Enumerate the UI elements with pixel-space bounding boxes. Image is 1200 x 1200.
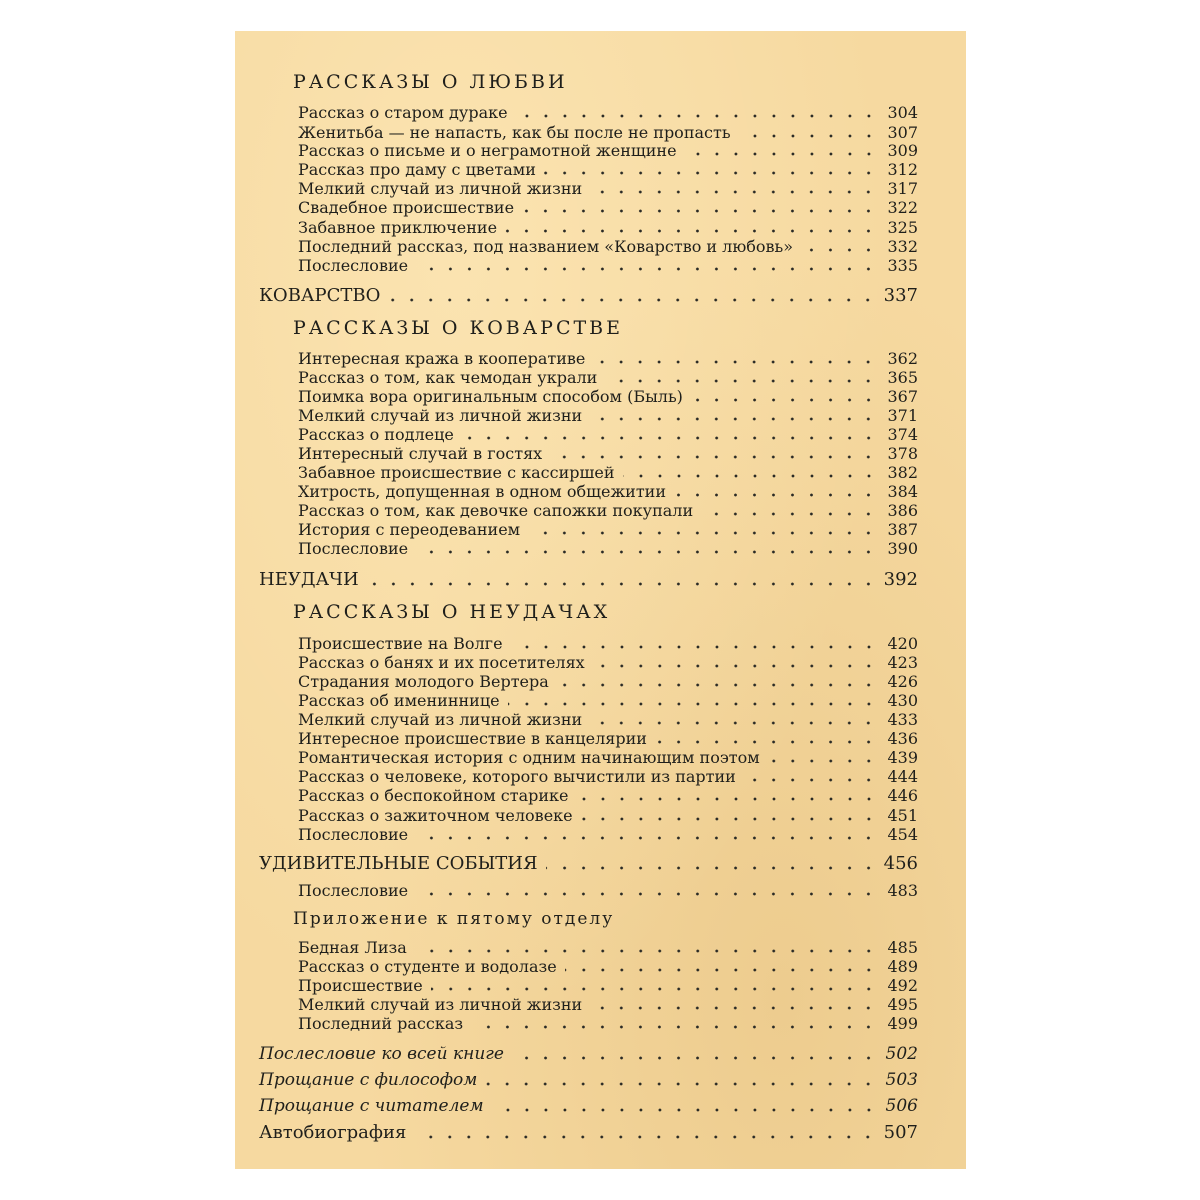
entry-title: Интересное происшествие в канцелярии (298, 729, 647, 748)
toc-entry (298, 633, 918, 652)
dot-leader (739, 134, 878, 138)
page-number: 337 (883, 285, 918, 306)
page-number: 456 (883, 853, 918, 874)
dot-leader (416, 836, 878, 840)
toc-entry (298, 728, 918, 747)
page-number: 365 (887, 368, 918, 387)
dot-leader (522, 209, 878, 213)
toc-entry (298, 824, 918, 843)
page-number: 332 (887, 237, 918, 256)
entry-title: Забавное приключение (298, 218, 498, 237)
entry-title: Послесловие (298, 881, 409, 900)
dot-leader (557, 683, 878, 687)
dot-leader (590, 1006, 878, 1010)
page-number: 362 (887, 349, 918, 368)
page-number: 506 (885, 1096, 918, 1116)
toc-entry (298, 481, 918, 500)
page-number: 304 (887, 103, 918, 122)
page-number: 483 (887, 881, 918, 900)
toc-entry (298, 367, 918, 386)
page-number: 485 (887, 938, 918, 957)
entry-title: История с переодеванием (298, 520, 521, 539)
page-number: 374 (887, 425, 918, 444)
page-number: 436 (887, 729, 918, 748)
toc-entry (298, 197, 918, 216)
toc-entry (298, 462, 918, 481)
entry-title: Послесловие (298, 825, 409, 844)
toc-entry (298, 405, 918, 424)
page-number: 307 (887, 123, 918, 142)
dot-leader (590, 417, 878, 421)
page-number: 444 (887, 767, 918, 786)
page-number: 322 (887, 198, 918, 217)
entry-title: Мелкий случай из личной жизни (298, 995, 583, 1014)
entry-title: Рассказ о том, как девочке сапожки покупали (298, 501, 694, 520)
page-number: 384 (887, 482, 918, 501)
toc-entry (298, 443, 918, 462)
entry-title: Рассказ о беспокойном старике (298, 786, 569, 805)
dot-leader (701, 512, 878, 516)
entry-title: Рассказ о том, как чемодан украли (298, 368, 598, 387)
page-number: 325 (887, 218, 918, 237)
toc-entry (298, 994, 918, 1013)
toc-entry (298, 747, 918, 766)
entry-title: Послесловие ко всей книге (259, 1044, 504, 1064)
dot-leader (605, 379, 878, 383)
page-number: 507 (883, 1122, 918, 1143)
toc-major-entry (259, 283, 918, 305)
page-number: 317 (887, 179, 918, 198)
toc-entry (298, 785, 918, 804)
entry-title: Мелкий случай из личной жизни (298, 406, 583, 425)
entry-title: Рассказ об имениннице (298, 691, 500, 710)
entry-title: Рассказ о банях и их посетителях (298, 653, 585, 672)
entry-title: Послесловие (298, 256, 409, 275)
dot-leader (577, 797, 878, 801)
page-number: 426 (887, 672, 918, 691)
page-number: 387 (887, 520, 918, 539)
dot-leader (550, 455, 878, 459)
page-number: 378 (887, 444, 918, 463)
toc-entry (298, 140, 918, 159)
dot-leader (655, 740, 878, 744)
toc-entry (298, 690, 918, 709)
toc-entry (298, 424, 918, 443)
toc-entry (298, 805, 918, 824)
entry-title: Интересная кража в кооперативе (298, 349, 586, 368)
page-number: 367 (887, 387, 918, 406)
dot-leader (415, 949, 878, 953)
toc-entry (298, 386, 918, 405)
dot-leader (691, 398, 878, 402)
dot-leader (416, 550, 878, 554)
table-of-contents (235, 31, 966, 1169)
toc-entry (298, 956, 918, 975)
section-heading: РАССКАЗЫ О НЕУДАЧАХ (293, 601, 611, 623)
toc-entry (298, 1013, 918, 1032)
entry-title: Рассказ о зажиточном человеке (298, 806, 573, 825)
dot-leader (546, 866, 878, 870)
toc-major-entry (259, 1067, 918, 1089)
dot-leader (485, 1082, 878, 1086)
section-heading: Приложение к пятому отделу (293, 909, 615, 929)
page-number: 489 (887, 957, 918, 976)
page-number: 430 (887, 691, 918, 710)
dot-leader (528, 531, 878, 535)
dot-leader (511, 645, 878, 649)
toc-major-entry (259, 1120, 918, 1142)
page-number: 420 (887, 634, 918, 653)
page-number: 433 (887, 710, 918, 729)
toc-major-entry (259, 851, 918, 873)
page-number: 499 (887, 1014, 918, 1033)
dot-leader (508, 702, 878, 706)
entry-title: Последний рассказ, под названием «Коварство и любовь» (298, 237, 794, 256)
entry-title: Автобиография (259, 1122, 407, 1143)
toc-entry (298, 500, 918, 519)
book-page (235, 31, 966, 1169)
toc-major-entry (259, 1093, 918, 1115)
entry-title: Рассказ о студенте и водолазе (298, 957, 557, 976)
toc-entry (298, 975, 918, 994)
dot-leader (471, 1025, 878, 1029)
entry-title: Происшествие (298, 976, 423, 995)
entry-title: Рассказ о старом дураке (298, 103, 508, 122)
page-number: 446 (887, 786, 918, 805)
dot-leader (593, 664, 878, 668)
dot-leader (581, 817, 878, 821)
toc-entry (298, 652, 918, 671)
entry-title: Бедная Лиза (298, 938, 407, 957)
entry-title: Рассказ про даму с цветами (298, 160, 536, 179)
toc-entry (298, 255, 918, 274)
toc-entry (298, 538, 918, 557)
dot-leader (590, 721, 878, 725)
page-number: 492 (887, 976, 918, 995)
toc-entry (298, 671, 918, 690)
entry-title: Хитрость, допущенная в одном общежитии (298, 482, 667, 501)
entry-title: Рассказ о человеке, которого вычистили из партии (298, 767, 736, 786)
entry-title: Послесловие (298, 539, 409, 558)
page-number: 309 (887, 141, 918, 160)
toc-entry (298, 102, 918, 121)
entry-title: Происшествие на Волге (298, 634, 503, 653)
toc-entry (298, 217, 918, 236)
page-number: 503 (885, 1070, 918, 1090)
page-number: 451 (887, 806, 918, 825)
toc-major-entry (259, 567, 918, 589)
dot-leader (512, 1056, 878, 1060)
entry-title: УДИВИТЕЛЬНЫЕ СОБЫТИЯ (259, 853, 538, 874)
dot-leader (416, 267, 878, 271)
entry-title: Свадебное происшествие (298, 198, 515, 217)
dot-leader (593, 360, 878, 364)
dot-leader (685, 152, 878, 156)
toc-entry (298, 236, 918, 255)
entry-title: КОВАРСТВО (259, 285, 381, 306)
dot-leader (462, 436, 878, 440)
dot-leader (565, 968, 878, 972)
page-number: 439 (887, 748, 918, 767)
page-number: 371 (887, 406, 918, 425)
dot-leader (516, 114, 878, 118)
toc-entry (298, 348, 918, 367)
toc-entry (298, 122, 918, 141)
dot-leader (590, 190, 878, 194)
entry-title: Интересный случай в гостях (298, 444, 543, 463)
page-number: 495 (887, 995, 918, 1014)
entry-title: Мелкий случай из личной жизни (298, 179, 583, 198)
dot-leader (416, 892, 878, 896)
toc-entry (298, 766, 918, 785)
toc-entry (298, 519, 918, 538)
entry-title: Последний рассказ (298, 1014, 464, 1033)
page-number: 454 (887, 825, 918, 844)
entry-title: Прощание с читателем (259, 1096, 484, 1116)
toc-entry (298, 880, 918, 899)
dot-leader (544, 171, 878, 175)
dot-leader (431, 987, 878, 991)
dot-leader (744, 778, 878, 782)
entry-title: Страдания молодого Вертера (298, 672, 549, 691)
section-heading: РАССКАЗЫ О КОВАРСТВЕ (293, 317, 623, 339)
toc-entry (298, 159, 918, 178)
toc-major-entry (259, 1041, 918, 1063)
entry-title: Рассказ о подлеце (298, 425, 454, 444)
entry-title: Поимка вора оригинальным способом (Быль) (298, 387, 683, 406)
toc-entry (298, 178, 918, 197)
toc-entry (298, 709, 918, 728)
dot-leader (367, 582, 878, 586)
dot-leader (414, 1135, 877, 1139)
entry-title: НЕУДАЧИ (259, 569, 359, 590)
page-number: 335 (887, 256, 918, 275)
toc-entry (298, 937, 918, 956)
page-number: 502 (885, 1044, 918, 1064)
entry-title: Романтическая история с одним начинающим поэтом (298, 748, 760, 767)
dot-leader (623, 474, 878, 478)
dot-leader (388, 298, 877, 302)
entry-title: Прощание с философом (259, 1070, 478, 1090)
page-number: 423 (887, 653, 918, 672)
dot-leader (674, 493, 878, 497)
dot-leader (768, 759, 878, 763)
dot-leader (492, 1108, 878, 1112)
page-number: 382 (887, 463, 918, 482)
section-heading: РАССКАЗЫ О ЛЮБВИ (293, 71, 568, 93)
page-number: 392 (883, 569, 918, 590)
page-number: 386 (887, 501, 918, 520)
entry-title: Женитьба — не напасть, как бы после не пропасть (298, 123, 731, 142)
dot-leader (505, 229, 878, 233)
page-number: 390 (887, 539, 918, 558)
page-number: 312 (887, 160, 918, 179)
entry-title: Забавное происшествие с кассиршей (298, 463, 615, 482)
dot-leader (801, 248, 878, 252)
entry-title: Рассказ о письме и о неграмотной женщине (298, 141, 677, 160)
entry-title: Мелкий случай из личной жизни (298, 710, 583, 729)
